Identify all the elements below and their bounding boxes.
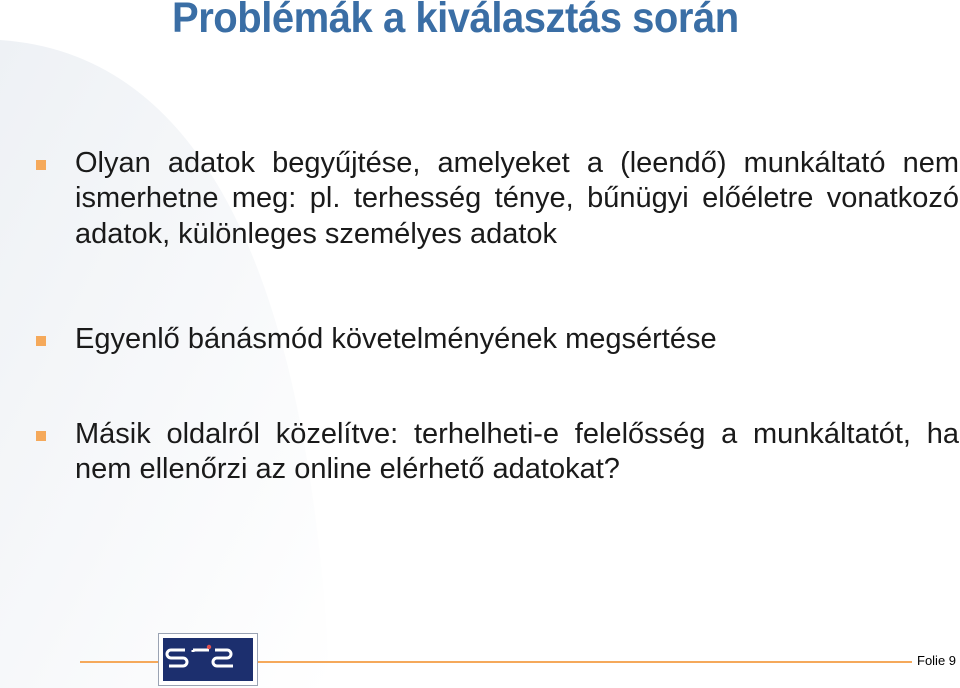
bullet-marker <box>36 160 46 170</box>
bullet-marker <box>36 431 46 441</box>
footer-line-right <box>258 661 912 663</box>
logo-mark-icon <box>163 638 255 683</box>
slide-number: Folie 9 <box>917 653 957 668</box>
company-logo <box>158 633 258 686</box>
bullet-text: Olyan adatok begyűjtése, amelyeket a (leendő) munkáltató nem ismerhetne meg: pl. terhesség ténye, bűnügyi előéletre vonatkozó adatok, különleges személyes adatok <box>75 147 959 250</box>
logo-background <box>163 638 253 681</box>
slide-title: Problémák a kiválasztás során <box>172 0 739 42</box>
bullet-text: Másik oldalról közelítve: terhelheti-e felelősség a munkáltatót, ha nem ellenőrzi az online elérhető adatokat? <box>75 418 959 486</box>
bullet-text: Egyenlő bánásmód követelményének megsértése <box>75 323 717 355</box>
footer-line-left <box>80 661 160 663</box>
bullet-marker <box>36 336 46 346</box>
